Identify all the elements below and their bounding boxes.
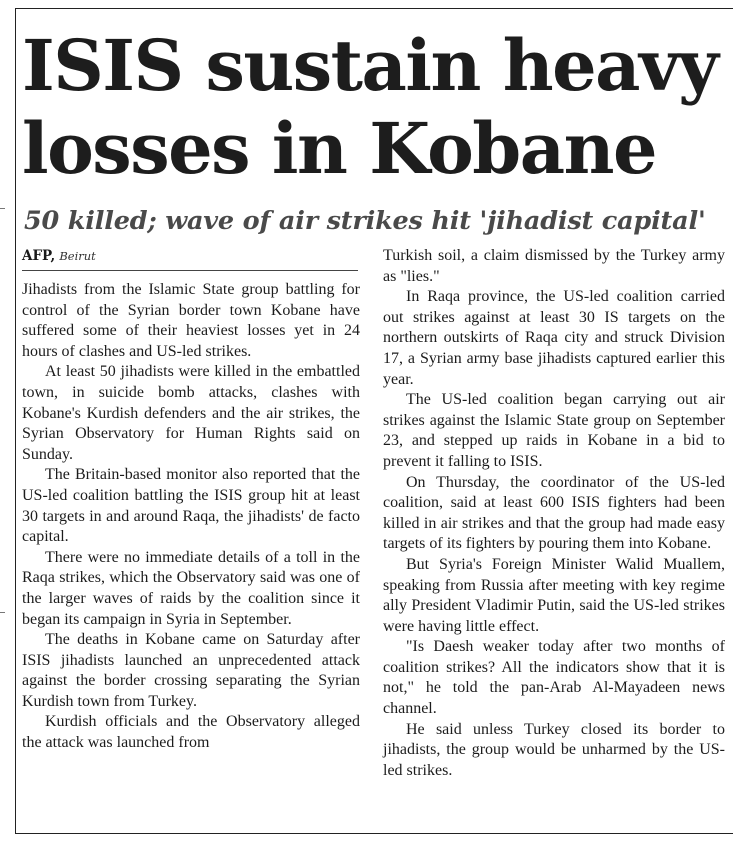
article-column-left — [22, 280, 360, 754]
subheadline: 50 killed; wave of air strikes hit 'jihadist capital' — [24, 206, 706, 236]
paragraph: In Raqa province, the US-led coalition carried out strikes against at least 30 IS targets on the northern outskirts of Raqa city and struck Division 17, a Syrian army base jihadists captured earlier this year. — [383, 288, 725, 388]
paragraph: Kurdish officials and the Observatory alleged the attack was launched from — [22, 713, 360, 752]
paragraph: At least 50 jihadists were killed in the embattled town, in suicide bomb attacks, clashes with Kobane's Kurdish defenders and the air strikes, the Syrian Observatory for Human Rights said on Sunday. — [22, 363, 360, 463]
bottom-border-rule — [15, 833, 733, 834]
top-border-rule — [15, 8, 733, 9]
left-border-rule — [15, 8, 16, 834]
byline-agency: AFP, — [22, 248, 56, 264]
paragraph: Jihadists from the Islamic State group battling for control of the Syrian border town Kobane have suffered some of their heaviest losses yet in 24 hours of clashes and US-led strikes. — [22, 281, 360, 360]
paragraph: The deaths in Kobane came on Saturday after ISIS jihadists launched an unprecedented attack against the border crossing separating the Syrian Kurdish town from Turkey. — [22, 631, 360, 710]
byline-location: Beirut — [59, 249, 96, 263]
paragraph: The US-led coalition began carrying out air strikes against the Islamic State group on September 23, and stepped up raids in Kobane in a bid to prevent it falling to ISIS. — [383, 391, 725, 470]
byline — [22, 248, 357, 265]
article-column-right — [383, 246, 725, 781]
headline: ISIS sustain heavy losses in Kobane — [22, 24, 718, 190]
paragraph: On Thursday, the coordinator of the US-led coalition, said at least 600 ISIS fighters had been killed in air strikes and that the group had made easy targets of its fighters by pouring them into Kobane. — [383, 473, 725, 553]
paragraph: "Is Daesh weaker today after two months of coalition strikes? All the indicators show that it is not," he told the pan-Arab Al-Mayadeen news channel. — [383, 638, 725, 718]
paragraph: He said unless Turkey closed its border to jihadists, the group would be unharmed by the US-led strikes. — [383, 720, 725, 779]
margin-tick — [0, 612, 5, 613]
paragraph: But Syria's Foreign Minister Walid Muallem, speaking from Russia after meeting with key regime ally President Vladimir Putin, said the US-led strikes were having little effect. — [383, 555, 725, 635]
byline-divider — [22, 270, 358, 271]
paragraph: The Britain-based monitor also reported that the US-led coalition battling the ISIS group hit at least 30 targets in and around Raqa, the jihadists' de facto capital. — [22, 466, 360, 546]
paragraph: There were no immediate details of a toll in the Raqa strikes, which the Observatory said was one of the larger waves of raids by the coalition since it began its campaign in Syria in September. — [22, 548, 360, 628]
margin-tick — [0, 208, 5, 209]
paragraph: Turkish soil, a claim dismissed by the Turkey army as "lies." — [383, 247, 725, 285]
